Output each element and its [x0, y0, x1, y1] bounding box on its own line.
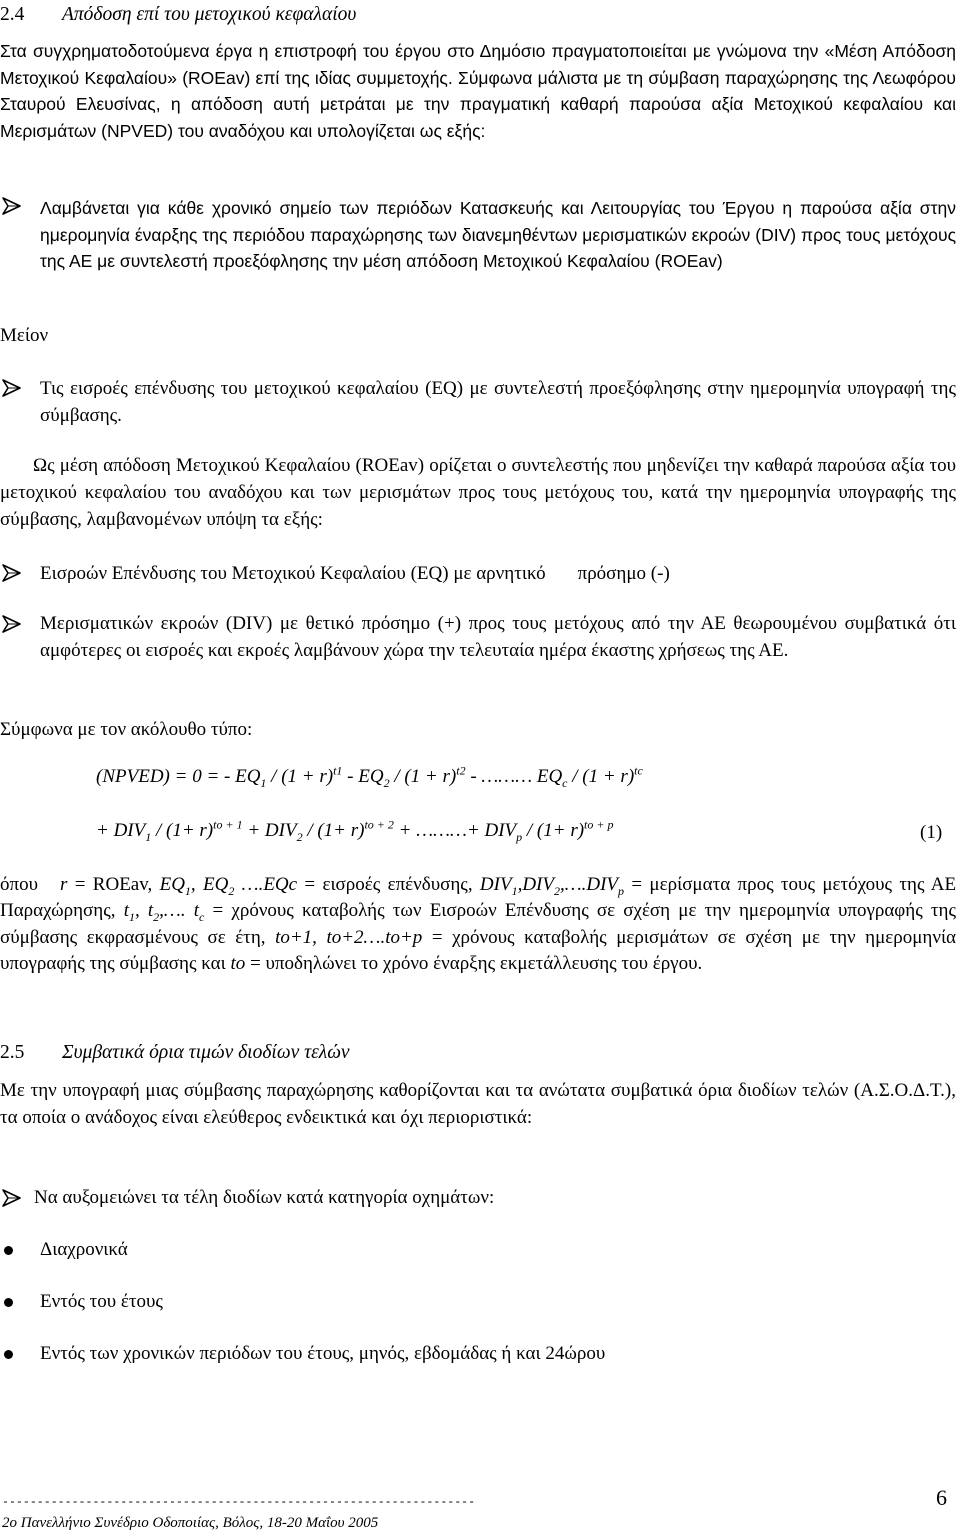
section-number: 2.5: [0, 1042, 25, 1063]
bullet-item: Να αυξομειώνει τα τέλη διοδίων κατά κατηγορία οχημάτων:: [34, 1187, 495, 1208]
where-paragraph: όπου r = ROEav, $EQ_1$, $EQ_2$ ….EQc = εισροές επένδυσης, $DIV_1,DIV_2,\dots.DIV_p = \mu\varepsilon\rho ί\sigma\mu\alpha\tau\alpha$ προς τους μετόχους της ΑΕ Παραχώρησης, $t_1$, $t_2,\dots$. $t_c = \chi\rho ό\nu o\upsilon\varsigma$ καταβολής των Εισροών Επένδυσης σε σχέση με την ημερομηνία υπογραφής της σύμβασης εκφρασμένους σε έτη, to+1, to+2….to+p = χρόνους καταβολής μερισμάτων σε σχέση με την ημερομηνία υπογραφής της σύμβασης και to = υποδηλώνει το χρόνο έναρξης εκμετάλλευσης του έργου.: [0, 874, 957, 975]
arrow-bullet-icon: [0, 376, 24, 400]
bullet-item: Τις εισροές επένδυσης του μετοχικού κεφαλαίου (EQ) με συντελεστή προεξόφλησης στην ημερομηνία υπογραφή της σύμβασης.: [40, 378, 956, 426]
dot-bullet-icon: [4, 1298, 13, 1307]
where-text: όπου: [0, 874, 38, 895]
section-number: 2.4: [0, 4, 25, 25]
bullet-item: [40, 561, 956, 588]
bullet-item: Λαμβάνεται για κάθε χρονικό σημείο των περιόδων Κατασκευής και Λειτουργίας του Έργου η παρούσα αξία στην ημερομηνία έναρξης της περιόδου παραχώρησης των διανεμηθέντων μερισματικών εκροών (DIV) προς τους μετόχους της ΑΕ με συντελεστή προεξόφλησης την μέση απόδοση Μετοχικού Κεφαλαίου (ROEav): [40, 198, 956, 272]
arrow-bullet-icon: [0, 194, 24, 218]
dot-bullet-icon: [4, 1350, 13, 1359]
formula-line-1: (NPVED) = 0 = - $EQ_1 / (1 + r)^{t1} - EQ_2 / (1 + r)^{t2}$ - ……… $EQ_c / (1 + r)^{tc}$: [96, 763, 643, 790]
arrow-bullet-icon: [0, 561, 24, 585]
list-item: Εντός του έτους: [40, 1291, 163, 1312]
section-title: Απόδοση επί του μετοχικού κεφαλαίου: [62, 4, 357, 25]
section-heading: [0, 2, 956, 28]
definition-paragraph: Ως μέση απόδοση Μετοχικού Κεφαλαίου (ROEav) ορίζεται ο συντελεστής που μηδενίζει την καθαρά παρούσα αξία του μετοχικού κεφαλαίου του αναδόχου και των μερισμάτων προς τους μετόχους του, κατά την ημερομηνία υπογραφής της σύμβασης, λαμβανομένων υπόψη τα εξής:: [0, 455, 956, 530]
where-text: = υποδηλώνει το χρόνο έναρξης εκμετάλλευσης του έργου.: [250, 953, 703, 975]
section-title: Συμβατικά όρια τιμών διοδίων τελών: [62, 1042, 350, 1063]
where-text: = χρόνους καταβολής μερισμάτων σε σχέση με την ημερομηνία υπογραφής της σύμβασης και: [0, 926, 957, 975]
page-number: 6: [936, 1485, 947, 1510]
arrow-bullet-icon: [0, 612, 24, 636]
where-text: = εισροές επένδυσης,: [304, 874, 473, 895]
footer-rule: --------------------------------------------------------------------: [2, 1496, 476, 1509]
list-item: Εντός των χρονικών περιόδων του έτους, μηνός, εβδομάδας ή και 24ώρου: [40, 1343, 606, 1364]
bullet-text: πρόσημο (-): [577, 563, 670, 584]
arrow-bullet-icon: [0, 1186, 24, 1210]
formula-intro: Σύμφωνα με τον ακόλουθο τύπο:: [0, 719, 253, 740]
intro-paragraph: Στα συγχρηματοδοτούμενα έργα η επιστροφή του έργου στο Δημόσιο πραγματοποιείται με γνώμονα την «Μέση Απόδοση Μετοχικού Κεφαλαίου» (ROEav) επί της ιδίας συμμετοχής. Σύμφωνα μάλιστα με τη σύμβαση παραχώρησης της Λεωφόρου Σταυρού Ελευσίνας, η απόδοση αυτή μετράται με την πραγματική καθαρή παρούσα αξία Μετοχικού κεφαλαίου και Μερισμάτων (NPVED) του αναδόχου και υπολογίζεται ως εξής:: [0, 41, 956, 141]
section-heading: [0, 1040, 956, 1066]
equation-number: (1): [920, 822, 943, 843]
minus-label: Μείον: [0, 325, 49, 346]
bullet-text: Εισροών Επένδυσης του Μετοχικού Κεφαλαίου (EQ) με αρνητικό: [40, 563, 546, 584]
where-text: = χρόνους καταβολής των Εισροών Επένδυσης σε σχέση με την ημερομηνία υπογραφής της σύμβασης εκφρασμένους σε έτη,: [0, 900, 956, 948]
bullet-item: Μερισματικών εκροών (DIV) με θετικό πρόσημο (+) προς τους μετόχους από την ΑΕ θεωρουμένου συμβατικά ότι αμφότερες οι εισροές και εκροές λαμβάνουν χώρα την τελευταία ημέρα έκαστης χρήσεως της ΑΕ.: [40, 613, 956, 661]
dot-bullet-icon: [4, 1246, 13, 1255]
list-item: Διαχρονικά: [40, 1239, 128, 1260]
where-text: = ROEav,: [74, 874, 153, 895]
footer-conference: 2ο Πανελλήνιο Συνέδριο Οδοποιίας, Βόλος, 18-20 Μαΐου 2005: [2, 1515, 379, 1531]
formula-line-2: + $DIV_1 / (1+ r)^{to + 1} + DIV_2 / (1+ r)^{to + 2}$ + ………+ $DIV_p / (1+ r)^{to + p}$: [96, 817, 614, 844]
section-intro: Με την υπογραφή μιας σύμβασης παραχώρησης καθορίζονται και τα ανώτατα συμβατικά όρια διοδίων τελών (Α.Σ.Ο.Δ.Τ.), τα οποία ο ανάδοχος είναι ελεύθερος ενδεικτικά και όχι περιοριστικά:: [0, 1080, 956, 1128]
where-text: = μερίσματα προς τους μετόχους της ΑΕ Παραχώρησης,: [0, 874, 957, 922]
